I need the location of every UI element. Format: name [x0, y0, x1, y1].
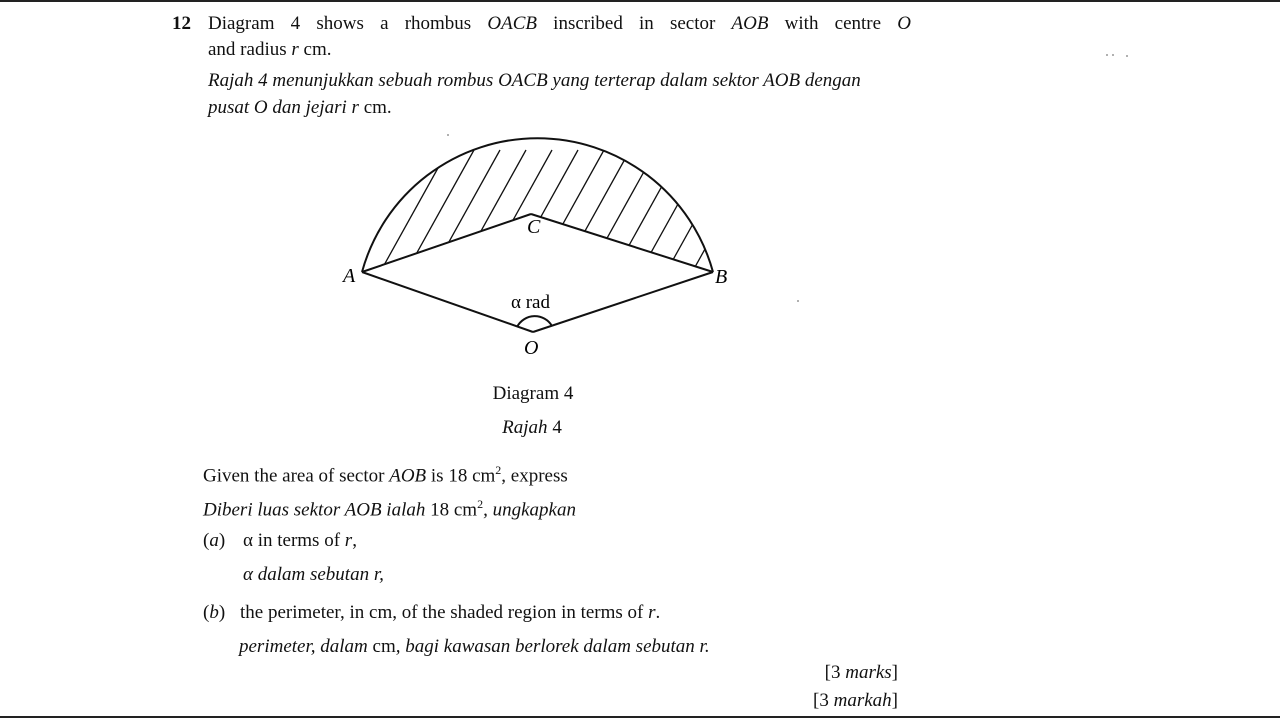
caption-ms-num: 4: [547, 417, 562, 438]
label-angle: α rad: [511, 292, 550, 313]
part-a-en: [243, 529, 357, 553]
part-a-en-a: α in terms of: [243, 530, 345, 551]
given-en-b: is 18 cm: [426, 465, 496, 487]
marks-ms-a: [3: [813, 690, 834, 711]
w6: inscribed: [553, 13, 623, 34]
marks-en-a: [3: [824, 662, 846, 683]
w11: centre: [834, 13, 882, 34]
w4: rhombus: [404, 13, 472, 34]
caption-ms-italic: Rajah: [502, 417, 548, 438]
part-b-ms-b: , bagi kawasan berlorek dalam sebutan r.: [395, 636, 710, 657]
part-b-en-r: r: [648, 602, 656, 623]
given-ms-b: 18 cm: [430, 499, 478, 521]
part-a-letter: a: [209, 530, 219, 551]
intro-en-line2-a: and radius: [208, 39, 292, 60]
marks-en-b: marks: [845, 662, 892, 683]
given-en-a: Given the area of sector: [203, 465, 390, 487]
label-A: A: [343, 265, 356, 287]
marks-ms-c: ]: [891, 690, 898, 711]
part-a-en-r: r: [344, 530, 353, 551]
angle-arc: [517, 316, 552, 327]
part-a-label: (a): [203, 530, 226, 551]
w2: shows: [316, 13, 364, 34]
part-b-ms-cm: cm: [372, 636, 396, 657]
marks-ms-b: markah: [833, 690, 892, 711]
question-number: 12: [172, 13, 191, 34]
given-ms-sup: 2: [477, 497, 484, 511]
intro-ms-line1: Rajah 4 menunjukkan sebuah rombus OACB yang terterap dalam sektor AOB dengan: [208, 70, 861, 91]
scan-speck: [1126, 55, 1128, 57]
part-b-letter: b: [209, 602, 219, 623]
side-OB: [533, 272, 713, 332]
w12: O: [897, 13, 911, 34]
part-b-en-a: the perimeter, in cm, of the shaded region in terms of: [240, 602, 649, 623]
part-b-label: (b): [203, 602, 226, 623]
w7: in: [639, 13, 654, 34]
side-CB: [531, 214, 713, 272]
part-b-ms-a: perimeter, dalam: [239, 636, 373, 657]
w9: AOB: [731, 13, 769, 34]
side-AO: [362, 272, 533, 332]
given-ms-a: Diberi luas sektor AOB ialah: [203, 499, 431, 521]
given-en-aob: AOB: [389, 465, 427, 487]
marks-ms: [698, 689, 898, 713]
given-en-c: , express: [501, 465, 568, 487]
diagram-caption-en: Diagram 4: [492, 383, 574, 404]
intro-en-line2-r: r: [291, 39, 299, 60]
part-b-en: [240, 601, 660, 625]
given-en-sup: 2: [495, 463, 502, 477]
intro-ms-line2-b: cm.: [363, 97, 392, 118]
side-AC: [362, 214, 531, 272]
given-en: [203, 458, 568, 488]
intro-ms-line2-a: pusat O dan jejari r: [208, 97, 364, 118]
w5: OACB: [487, 13, 537, 34]
w0: Diagram: [208, 13, 275, 34]
part-b-en-b: .: [655, 602, 661, 623]
marks-en: [698, 661, 898, 685]
w10: with: [784, 13, 819, 34]
given-ms-c: , ungkapkan: [483, 499, 576, 521]
marks-en-c: ]: [891, 662, 898, 683]
part-b-ms: [239, 635, 710, 659]
scan-speck: [797, 300, 799, 302]
w3: a: [380, 13, 389, 34]
given-ms: [203, 492, 576, 522]
w1: 4: [290, 13, 301, 34]
part-a-en-b: ,: [352, 530, 357, 551]
sector-arc: [362, 138, 713, 272]
part-a-ms: α dalam sebutan r,: [243, 564, 384, 585]
label-C: C: [527, 216, 541, 238]
w8: sector: [669, 13, 716, 34]
scan-speck: [447, 134, 449, 136]
intro-en-line2-b: cm.: [298, 39, 332, 60]
bottom-border: [0, 716, 1280, 718]
label-B: B: [715, 266, 728, 288]
scan-speck: [1106, 54, 1108, 56]
diagram-caption-ms: [432, 416, 632, 440]
scan-speck: [1112, 54, 1114, 56]
label-O: O: [524, 337, 539, 359]
